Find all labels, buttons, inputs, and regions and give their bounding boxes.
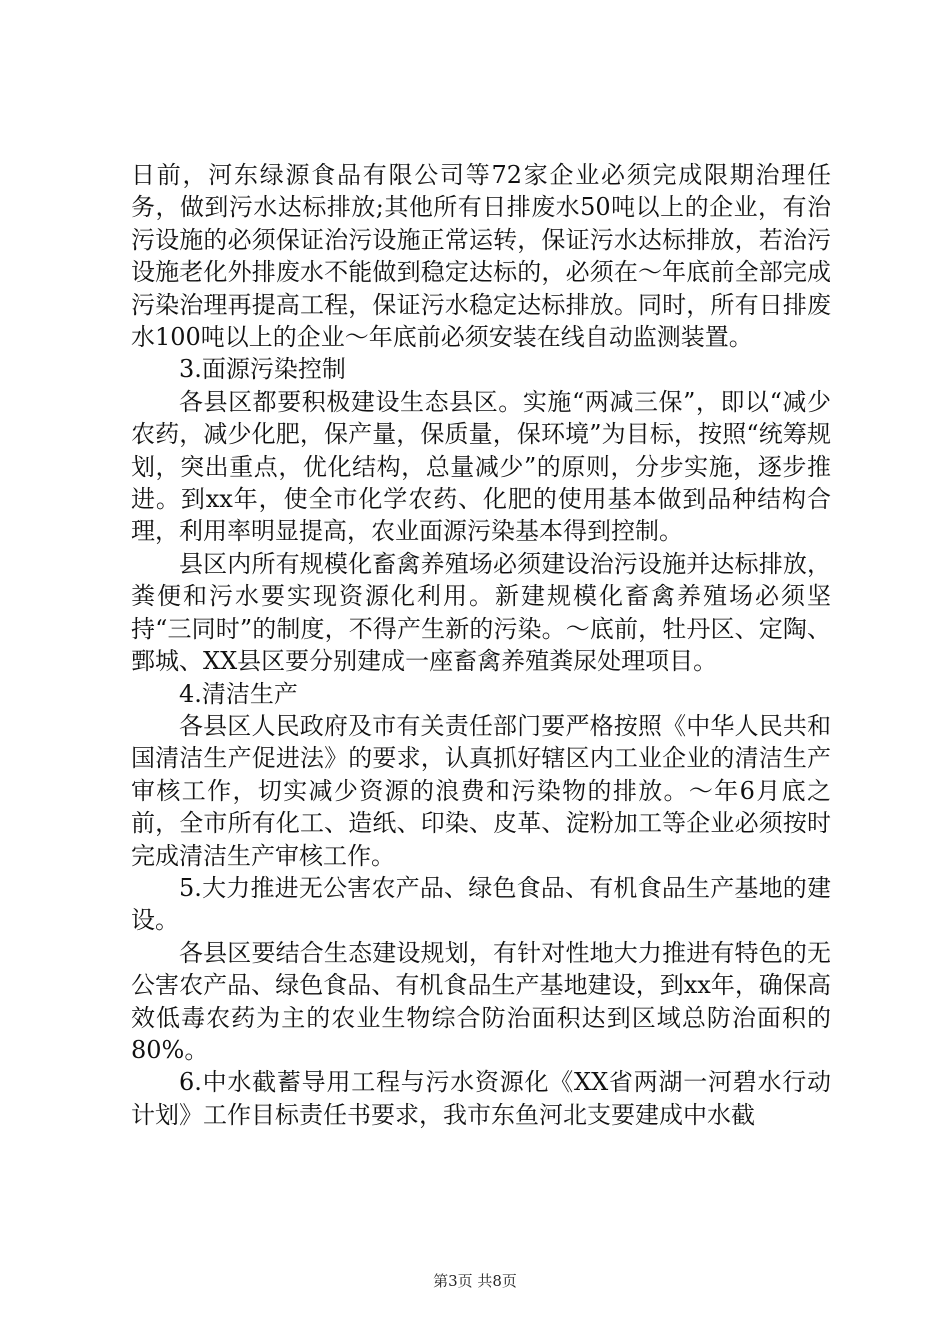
- paragraph-ecological-county: 各县区都要积极建设生态县区。实施“两减三保”，即以“减少农药，减少化肥，保产量，保质量，保环境”为目标，按照“统筹规划，突出重点，优化结构，总量减少”的原则，分步实施，逐步推进。到xx年，使全市化学农药、化肥的使用基本做到品种结构合理，利用率明显提高，农业面源污染基本得到控制。: [131, 387, 831, 546]
- paragraph-clean-production-law: 各县区人民政府及市有关责任部门要严格按照《中华人民共和国清洁生产促进法》的要求，认真抓好辖区内工业企业的清洁生产审核工作，切实减少资源的浪费和污染物的排放。～年6月底之前，全市所有化工、造纸、印染、皮革、淀粉加工等企业必须按时完成清洁生产审核工作。: [131, 711, 831, 870]
- page-footer: [0, 1270, 950, 1291]
- document-body: [131, 159, 831, 1131]
- section-heading-clean-production: 4.清洁生产: [179, 679, 298, 708]
- section-heading-green-food-bases: 5.大力推进无公害农产品、绿色食品、有机食品生产基地的建设。: [131, 873, 831, 935]
- paragraph-livestock-farms: 县区内所有规模化畜禽养殖场必须建设治污设施并达标排放，粪便和污水要实现资源化利用。新建规模化畜禽养殖场必须坚持“三同时”的制度，不得产生新的污染。～底前，牡丹区、定陶、鄄城、XX县区要分别建成一座畜禽养殖粪尿处理项目。: [131, 549, 831, 676]
- section-heading-reclaimed-water: 6.中水截蓄导用工程与污水资源化《XX省两湖一河碧水行动计划》工作目标责任书要求，我市东鱼河北支要建成中水截: [131, 1068, 831, 1129]
- section-heading-nonpoint-pollution: 3.面源污染控制: [179, 355, 346, 384]
- paragraph-continuation: 日前，河东绿源食品有限公司等72家企业必须完成限期治理任务，做到污水达标排放;其他所有日排废水50吨以上的企业，有治污设施的必须保证治污设施正常运转，保证污水达标排放，若治污设施老化外排废水不能做到稳定达标的，必须在～年底前全部完成污染治理再提高工程，保证污水稳定达标排放。同时，所有日排废水100吨以上的企业～年底前必须安装在线自动监测装置。: [131, 161, 831, 352]
- page-number-label: 第3页 共8页: [433, 1272, 517, 1290]
- paragraph-green-food-bases: 各县区要结合生态建设规划，有针对性地大力推进有特色的无公害农产品、绿色食品、有机食品生产基地建设，到xx年，确保高效低毒农药为主的农业生物综合防治面积达到区域总防治面积的80%。: [131, 938, 831, 1064]
